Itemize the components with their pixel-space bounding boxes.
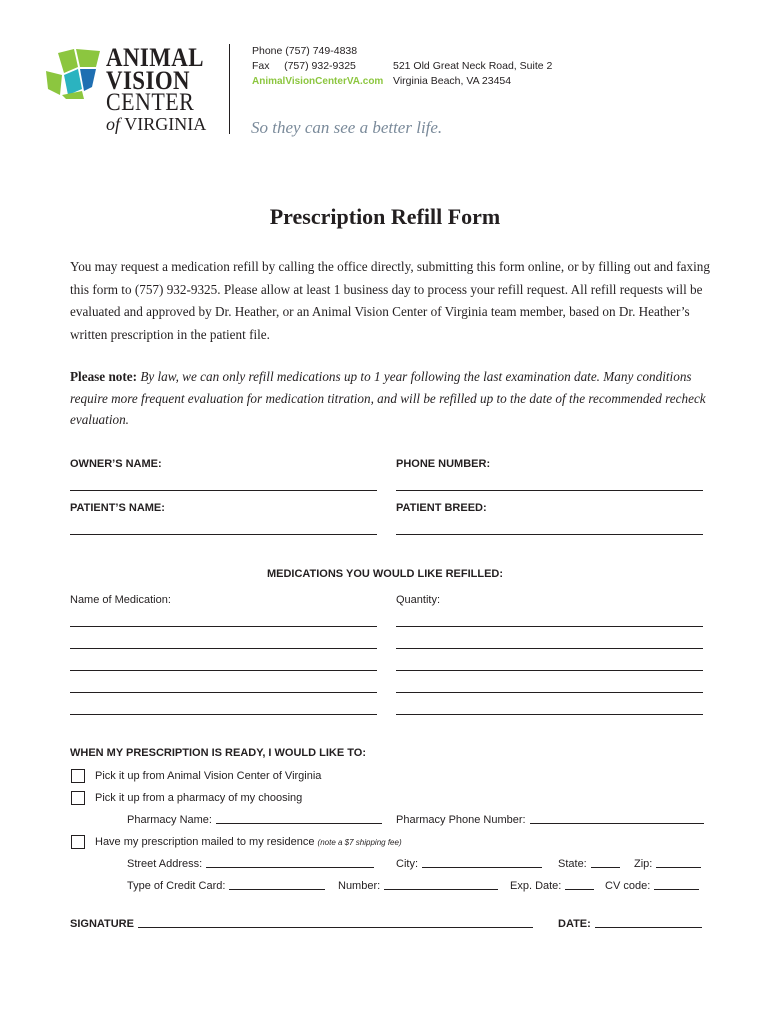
fax-text: Fax (757) 932-9325 <box>252 60 356 72</box>
pickup-option-label: Pick it up from Animal Vision Center of Virginia <box>95 770 322 782</box>
address-info <box>393 59 552 89</box>
card-type-label: Type of Credit Card: <box>127 880 226 892</box>
city-row <box>396 858 542 870</box>
website-link[interactable]: AnimalVisionCenterVA.com <box>252 76 384 87</box>
logo-line-vision: VISION <box>106 66 191 95</box>
logo-line-virginia <box>106 114 206 135</box>
pharmacy-name-field[interactable] <box>216 823 382 824</box>
header-divider <box>229 44 230 134</box>
medication-name-field-2[interactable] <box>70 648 377 649</box>
date-field[interactable] <box>595 927 702 928</box>
state-label: State: <box>558 858 587 870</box>
tagline: So they can see a better life. <box>251 118 443 137</box>
pharmacy-name-row <box>127 814 382 826</box>
address-line-2: Virginia Beach, VA 23454 <box>393 75 512 87</box>
address-line-1: 521 Old Great Neck Road, Suite 2 <box>393 60 553 72</box>
medication-name-field-1[interactable] <box>70 626 377 627</box>
signature-label: SIGNATURE <box>70 918 134 930</box>
zip-field[interactable] <box>656 867 701 868</box>
pickup-checkbox[interactable] <box>71 769 85 783</box>
patient-name-label: PATIENT’S NAME: <box>70 502 165 514</box>
medications-heading: MEDICATIONS YOU WOULD LIKE REFILLED: <box>266 568 504 580</box>
city-label: City: <box>396 858 418 870</box>
logo-line-center: CENTER <box>106 89 195 116</box>
pharmacy-name-label: Pharmacy Name: <box>127 814 212 826</box>
street-field[interactable] <box>206 867 374 868</box>
cv-code-label: CV code: <box>605 880 651 892</box>
form-title: Prescription Refill Form <box>269 204 501 229</box>
logo-virginia: VIRGINIA <box>124 114 207 134</box>
quantity-field-5[interactable] <box>396 714 703 715</box>
quantity-field-3[interactable] <box>396 670 703 671</box>
patient-breed-field[interactable] <box>396 534 703 535</box>
card-number-label: Number: <box>338 880 381 892</box>
note-label: Please note: <box>70 369 138 384</box>
state-row <box>558 858 620 870</box>
medication-name-label: Name of Medication: <box>70 594 171 606</box>
signature-row <box>70 918 533 930</box>
pharmacy-phone-label: Pharmacy Phone Number: <box>396 814 526 826</box>
pharmacy-phone-field[interactable] <box>530 823 704 824</box>
exp-date-label: Exp. Date: <box>510 880 562 892</box>
note-paragraph <box>70 366 710 431</box>
date-label: DATE: <box>558 918 591 930</box>
logo-line-animal: ANIMAL <box>106 43 204 72</box>
city-field[interactable] <box>422 867 542 868</box>
cv-code-field[interactable] <box>654 889 699 890</box>
street-row <box>127 858 374 870</box>
phone-number-label: PHONE NUMBER: <box>396 458 491 470</box>
quantity-field-4[interactable] <box>396 692 703 693</box>
patient-name-field[interactable] <box>70 534 377 535</box>
exp-date-row <box>510 880 594 892</box>
contact-info <box>252 44 383 89</box>
zip-label: Zip: <box>634 858 653 870</box>
pharmacy-checkbox[interactable] <box>71 791 85 805</box>
zip-row <box>634 858 701 870</box>
mail-option <box>95 836 402 848</box>
card-number-row <box>338 880 498 892</box>
medication-name-field-5[interactable] <box>70 714 377 715</box>
street-label: Street Address: <box>127 858 203 870</box>
pharmacy-option-label: Pick it up from a pharmacy of my choosing <box>95 792 303 804</box>
quantity-field-1[interactable] <box>396 626 703 627</box>
cv-code-row <box>605 880 699 892</box>
exp-date-field[interactable] <box>565 889 594 890</box>
prescription-heading: WHEN MY PRESCRIPTION IS READY, I WOULD LIKE TO: <box>70 747 367 759</box>
state-field[interactable] <box>591 867 620 868</box>
medication-name-field-3[interactable] <box>70 670 377 671</box>
owner-name-label: OWNER’S NAME: <box>70 458 162 470</box>
signature-field[interactable] <box>138 927 533 928</box>
phone-number-field[interactable] <box>396 490 703 491</box>
mail-option-label: Have my prescription mailed to my residence <box>95 836 315 848</box>
owner-name-field[interactable] <box>70 490 377 491</box>
card-type-row <box>127 880 325 892</box>
logo-of: of <box>106 114 121 134</box>
mail-checkbox[interactable] <box>71 835 85 849</box>
pharmacy-phone-row <box>396 814 704 826</box>
quantity-label: Quantity: <box>396 594 441 606</box>
mail-shipping-note: (note a $7 shipping fee) <box>317 838 402 847</box>
card-type-field[interactable] <box>229 889 325 890</box>
note-body: By law, we can only refill medications up to 1 year following the last examination date. Many conditions require more frequent evaluation for medication titration, and will be refilled up to the date of the recommended recheck evaluation. <box>70 369 706 427</box>
card-number-field[interactable] <box>384 889 498 890</box>
intro-paragraph: You may request a medication refill by calling the office directly, submitting this form online, or by filling out and faxing this form to (757) 932-9325. Please allow at least 1 business day to process your refill request. All refill requests will be evaluated and approved by Dr. Heather, or an Animal Vision Center of Virginia team member, based on Dr. Heather’s written prescription in the patient file. <box>70 259 710 342</box>
phone-text: Phone (757) 749-4838 <box>252 45 358 57</box>
quantity-field-2[interactable] <box>396 648 703 649</box>
logo <box>44 43 214 138</box>
medication-name-field-4[interactable] <box>70 692 377 693</box>
patient-breed-label: PATIENT BREED: <box>396 502 487 514</box>
logo-mark-icon <box>44 47 102 99</box>
date-row <box>558 918 702 930</box>
